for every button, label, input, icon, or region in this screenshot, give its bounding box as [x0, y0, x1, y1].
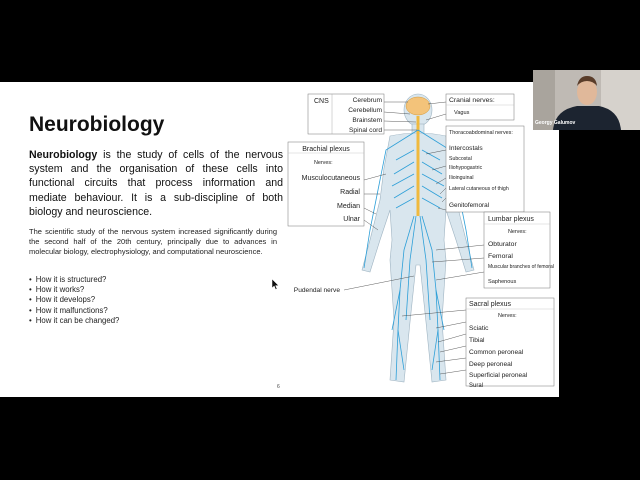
intro-text: is the study of cells of the nervous system and the organisation of these cells into functional circuits that process information and mediate behaviour. It is a sub-discipline of both biology and neuroscience. [29, 149, 283, 218]
brain-shape [406, 97, 430, 115]
brachial-item-median: Median [337, 203, 360, 210]
intro-bold-term: Neurobiology [29, 149, 98, 161]
lumbar-nerves-label: Nerves: [508, 229, 527, 235]
thoraco-item-genitofemoral: Genitofemoral [449, 202, 490, 209]
brachial-item-radial: Radial [340, 189, 360, 196]
sacral-item-tibial: Tibial [469, 337, 485, 344]
question-list [29, 275, 119, 326]
cranial-nerves-box [446, 94, 514, 120]
question-item: • How it works? [29, 285, 119, 295]
sacral-item-superficial-peroneal: Superficial peroneal [469, 372, 528, 379]
page-number: 6 [277, 384, 280, 390]
lumbar-label: Lumbar plexus [488, 216, 534, 223]
question-item: • How it develops? [29, 295, 119, 305]
thoraco-item-subcostal: Subcostal [449, 156, 472, 162]
thoraco-label: Thoracoabdominal nerves: [449, 130, 513, 136]
thoracoabdominal-box [446, 126, 524, 212]
thoraco-item-ilioinguinal: Ilioinguinal [449, 175, 474, 181]
intro-paragraph [29, 148, 283, 219]
sacral-item-common-peroneal: Common peroneal [469, 349, 524, 356]
presentation-slide [0, 82, 559, 397]
brachial-item-ulnar: Ulnar [343, 216, 360, 223]
lumbar-item-saphenous: Saphenous [488, 279, 517, 285]
slide-title: Neurobiology [29, 113, 165, 136]
thoraco-item-lateral-cutaneous: Lateral cutaneous of thigh [449, 186, 509, 192]
lumbar-item-obturator: Obturator [488, 241, 517, 248]
cns-item-brainstem: Brainstem [352, 117, 382, 124]
thoraco-item-iliohypogastric: Iliohypogastric [449, 165, 483, 171]
question-item: • How it can be changed? [29, 316, 119, 326]
participant-video-tile[interactable] [533, 70, 640, 130]
sacral-nerves-label: Nerves: [498, 313, 517, 319]
cranial-item-vagus: Vagus [454, 110, 470, 116]
participant-name: Georgy Galumov [535, 120, 576, 126]
pudendal-nerve-label: Pudendal nerve [293, 287, 340, 294]
cranial-label: Cranial nerves: [449, 97, 495, 104]
sacral-label: Sacral plexus [469, 301, 512, 308]
question-item: • How it is structured? [29, 275, 119, 285]
lumbar-item-muscular-branches: Muscular branches of femoral [488, 264, 554, 270]
nervous-system-diagram [286, 90, 556, 390]
sacral-item-sciatic: Sciatic [469, 325, 489, 332]
sacral-plexus-box [466, 298, 554, 389]
brachial-plexus-box [288, 142, 364, 226]
cns-item-cerebellum: Cerebellum [348, 107, 382, 114]
detail-paragraph: The scientific study of the nervous system increased significantly during the second half of the 20th century, principally due to advances in molecular biology, electrophysiology, and computational neuroscience. [29, 227, 277, 256]
mouse-cursor-icon [272, 279, 280, 290]
thoraco-item-intercostals: Intercostals [449, 145, 483, 152]
brachial-nerves-label: Nerves: [314, 160, 333, 166]
cns-label: CNS [314, 98, 329, 105]
question-item: • How it malfunctions? [29, 306, 119, 316]
brachial-label: Brachial plexus [302, 146, 350, 153]
sacral-item-sural: Sural [469, 383, 484, 389]
cns-item-cerebrum: Cerebrum [352, 97, 382, 104]
lumbar-item-femoral: Femoral [488, 253, 513, 260]
cns-label-box [308, 94, 384, 134]
sacral-item-deep-peroneal: Deep peroneal [469, 361, 513, 368]
brachial-item-musculocutaneous: Musculocutaneous [301, 175, 360, 182]
lumbar-plexus-box [484, 212, 554, 288]
cns-item-spinal-cord: Spinal cord [349, 127, 382, 134]
